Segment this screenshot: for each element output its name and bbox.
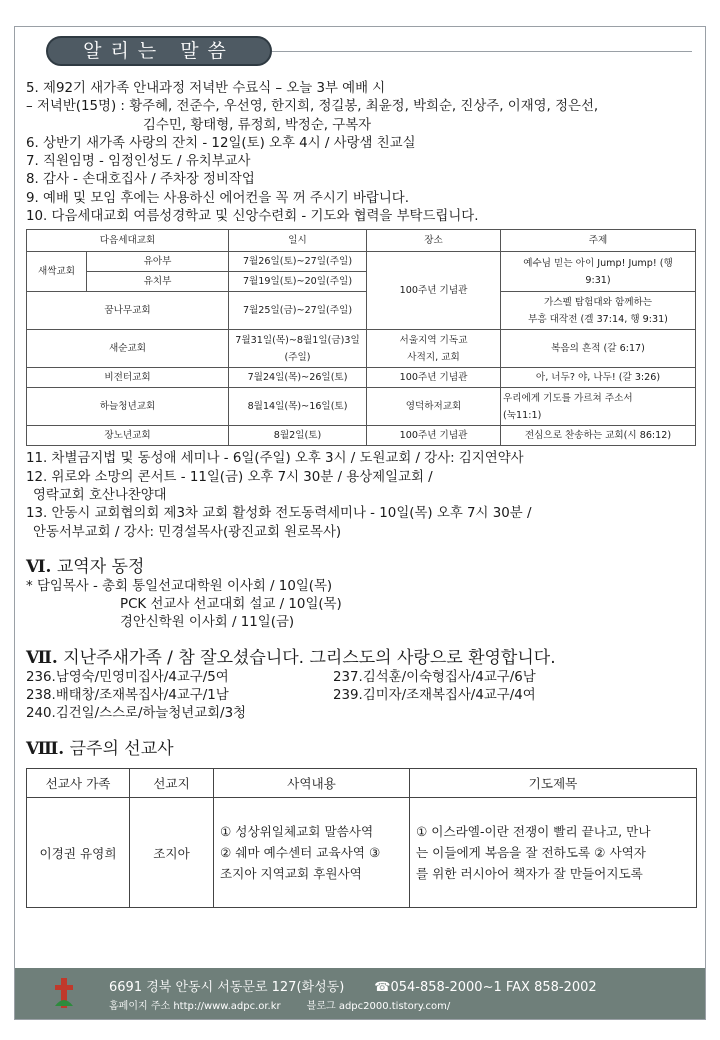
cell-line: 조지아 지역교회 후원사역	[220, 865, 362, 881]
notice-5-sub: – 저녁반(15명) : 황주혜, 전준수, 우선영, 한지희, 정길봉, 최윤정, 박희순, 진상주, 이재영, 정은선,	[26, 99, 599, 115]
table-cell: 7월25일(금)~27일(주일)	[229, 292, 367, 330]
table-cell: 100주년 기념관	[367, 426, 501, 446]
table-cell	[501, 292, 696, 330]
notice-5: 5. 제92기 새가족 안내과정 저녁반 수료식 – 오늘 3부 예배 시	[26, 81, 386, 96]
table-cell: 새싹교회	[27, 252, 87, 292]
cell-line: 예수님 믿는 아이 Jump! Jump! (행	[523, 257, 673, 269]
table-cell: 영덕하저교회	[367, 388, 501, 426]
blog-link[interactable]: 블로그 adpc2000.tistory.com/	[306, 1001, 451, 1012]
cell-line: (눅11:1)	[503, 409, 542, 421]
table-row	[27, 368, 696, 388]
address: 6691 경북 안동시 서동문로 127(화성동)	[109, 980, 345, 995]
table-header-row	[27, 768, 697, 797]
church-cross-logo-icon	[53, 976, 75, 1010]
table-cell: 복음의 흔적 (갈 6:17)	[501, 330, 696, 368]
mission-field: 조지아	[130, 797, 214, 907]
table-cell	[501, 252, 696, 292]
cell-line: 를 위한 러시아어 책자가 잘 만들어지도록	[416, 865, 643, 881]
table-header: 선교사 가족	[27, 768, 130, 797]
phone-fax: ☎054-858-2000~1 FAX 858-2002	[374, 980, 597, 995]
table-cell: 7월26일(토)~27일(주일)	[229, 252, 367, 272]
pastor-news-3: 경안신학원 이사회 / 11일(금)	[120, 615, 295, 631]
cell-line: ② 쉐마 예수센터 교육사역 ③	[220, 844, 381, 860]
new-member: 239.김미자/조재복집사/4교구/4여	[333, 688, 536, 704]
table-header: 선교지	[130, 768, 214, 797]
table-cell: 7월19일(토)~20일(주일)	[229, 272, 367, 292]
cell-line: ① 성상위일체교회 말씀사역	[220, 823, 374, 839]
table-cell: 유아부	[87, 252, 229, 272]
table-cell: 아, 너두? 야, 나두! (갈 3:26)	[501, 368, 696, 388]
table-header: 장소	[367, 230, 501, 252]
table-row	[27, 292, 696, 330]
notice-10: 10. 다음세대교회 여름성경학교 및 신앙수련회 - 기도와 협력을 부탁드립니다.	[26, 209, 479, 225]
footer-line-1	[109, 976, 597, 995]
section-8-heading	[26, 738, 698, 760]
cell-line: ① 이스라엘-이란 전쟁이 빨리 끝나고, 만나	[416, 823, 651, 839]
content	[26, 80, 698, 908]
table-row	[27, 388, 696, 426]
title-divider	[272, 51, 692, 52]
table-row	[27, 330, 696, 368]
table-cell	[367, 330, 501, 368]
section-6-heading	[26, 556, 698, 578]
table-cell: 전심으로 찬송하는 교회(시 86:12)	[501, 426, 696, 446]
table-header: 사역내용	[214, 768, 410, 797]
notice-12-cont: 영락교회 호산나찬양대	[33, 487, 167, 503]
new-member-row	[26, 669, 698, 687]
notice-13-cont: 안동서부교회 / 강사: 민경설목사(광진교회 원로목사)	[33, 524, 342, 540]
missionary-table	[26, 768, 697, 908]
missionary-family: 이경권 유영희	[27, 797, 130, 907]
section-7-heading	[26, 647, 698, 669]
notice-13: 13. 안동시 교회협의회 제3차 교회 활성화 전도동력세미나 - 10일(목) 오후 7시 30분 /	[26, 506, 532, 522]
footer	[15, 968, 705, 1019]
pastor-news-2: PCK 선교사 선교대회 설교 / 10일(목)	[120, 597, 342, 613]
table-cell: 8월14일(목)~16일(토)	[229, 388, 367, 426]
notice-5-sub-cont: 김수민, 황태형, 류정희, 박정순, 구복자	[143, 117, 372, 133]
table-header: 다음세대교회	[27, 230, 229, 252]
table-cell: 100주년 기념관	[367, 252, 501, 330]
notice-9: 9. 예배 및 모임 후에는 사용하신 에어컨을 꼭 꺼 주시기 바랍니다.	[26, 190, 409, 206]
cell-line: 가스펠 탐험대와 함께하는	[543, 296, 653, 308]
prayer-requests	[410, 797, 697, 907]
section-8-title: 금주의 선교사	[69, 738, 174, 759]
cell-line: 우리에게 기도를 가르쳐 주소서	[503, 392, 633, 404]
new-member-row	[26, 687, 698, 705]
section-7-numeral: Ⅶ.	[26, 647, 58, 668]
new-member: 237.김석훈/이숙형집사/4교구/6남	[333, 669, 536, 685]
notice-8: 8. 감사 - 손대호집사 / 주차장 정비작업	[26, 172, 255, 188]
table-cell: 새순교회	[27, 330, 229, 368]
cell-line: 부흥 대작전 (겔 37:14, 행 9:31)	[528, 313, 668, 325]
cell-line: 서울지역 기독교	[399, 334, 468, 346]
section-title: 알리는 말씀	[83, 40, 235, 62]
section-6-numeral: Ⅵ.	[26, 556, 52, 577]
new-member: 236.남영숙/민영미집사/4교구/5여	[26, 669, 229, 685]
section-8-numeral: Ⅷ.	[26, 738, 65, 759]
notice-11: 11. 차별금지법 및 동성애 세미나 - 6일(주일) 오후 3시 / 도원교회 / 강사: 김지연약사	[26, 451, 524, 467]
pastor-news-1: * 담임목사 - 총회 통일선교대학원 이사회 / 10일(목)	[26, 578, 333, 594]
notice-6: 6. 상반기 새가족 사랑의 잔치 - 12일(토) 오후 4시 / 사랑샘 친교실	[26, 135, 416, 151]
table-header: 기도제목	[410, 768, 697, 797]
schedule-table	[26, 229, 696, 446]
table-row	[27, 426, 696, 446]
notice-7: 7. 직원임명 - 임정인성도 / 유치부교사	[26, 154, 251, 170]
new-member: 240.김건일/스스로/하늘청년교회/3청	[26, 706, 247, 722]
new-member: 238.배태창/조재복집사/4교구/1남	[26, 688, 229, 704]
table-header-row	[27, 230, 696, 252]
table-row	[27, 797, 697, 907]
table-cell: 유치부	[87, 272, 229, 292]
cell-line: 사적지, 교회	[407, 351, 460, 363]
table-cell: 8월2일(토)	[229, 426, 367, 446]
table-cell: 꿈나무교회	[27, 292, 229, 330]
table-header: 주제	[501, 230, 696, 252]
notice-12: 12. 위로와 소망의 콘서트 - 11일(금) 오후 7시 30분 / 용상제일교회 /	[26, 469, 433, 485]
section-7-title: 지난주새가족 / 참 잘오셨습니다. 그리스도의 사랑으로 환영합니다.	[63, 647, 556, 668]
table-cell	[501, 388, 696, 426]
ministry-content	[214, 797, 410, 907]
table-cell: 7월24일(목)~26일(토)	[229, 368, 367, 388]
table-cell: 7월31일(목)~8월1일(금)3일(주일)	[229, 330, 367, 368]
footer-line-2	[109, 997, 450, 1012]
section-title-pill	[46, 36, 272, 66]
table-cell: 장노년교회	[27, 426, 229, 446]
table-cell: 100주년 기념관	[367, 368, 501, 388]
table-cell: 하늘청년교회	[27, 388, 229, 426]
table-cell: 비전터교회	[27, 368, 229, 388]
cell-line: 는 이들에게 복음을 잘 전하도록 ② 사역자	[416, 844, 646, 860]
homepage-link[interactable]: 홈페이지 주소 http://www.adpc.or.kr	[109, 1001, 281, 1012]
cell-line: 9:31)	[585, 274, 611, 286]
table-header: 일시	[229, 230, 367, 252]
section-6-title: 교역자 동정	[56, 556, 145, 577]
table-row	[27, 252, 696, 272]
